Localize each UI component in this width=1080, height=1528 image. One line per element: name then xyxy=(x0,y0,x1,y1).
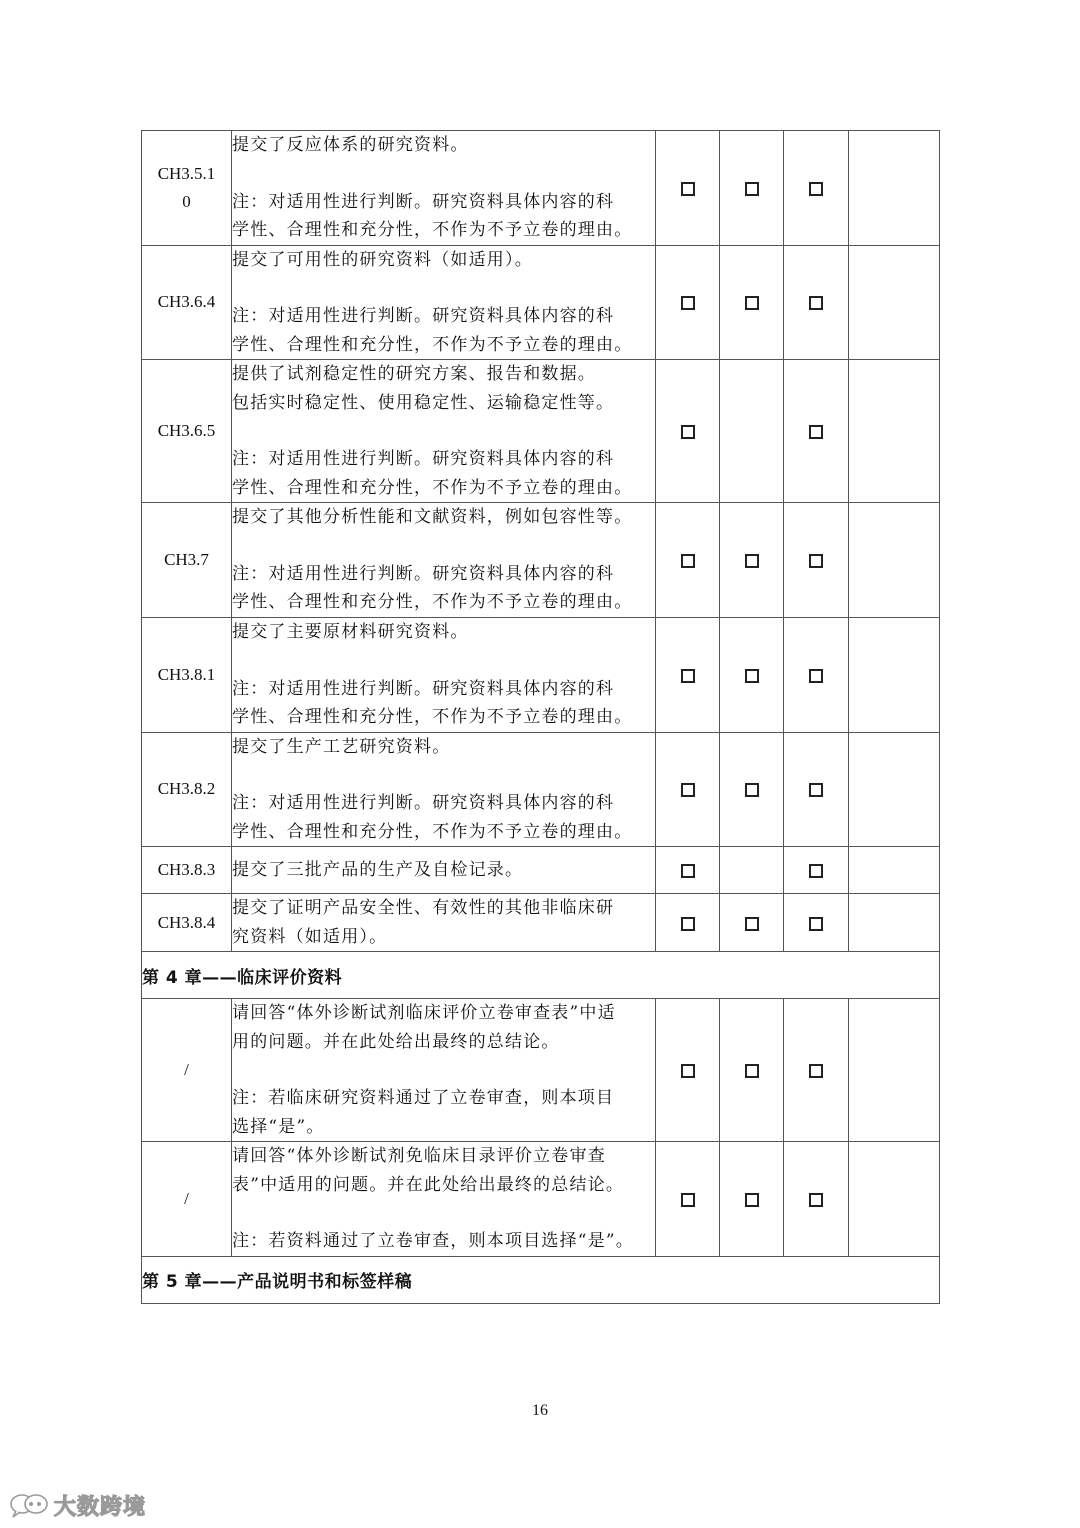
checkbox-icon[interactable] xyxy=(809,1064,823,1078)
checklist-row xyxy=(142,894,940,952)
checkbox-cell[interactable] xyxy=(720,503,784,618)
page-number: 16 xyxy=(532,1402,548,1419)
item-description xyxy=(232,732,656,847)
note-line: 注：对适用性进行判断。研究资料具体内容的科 xyxy=(232,191,615,212)
note-line: 学性、合理性和充分性，不作为不予立卷的理由。 xyxy=(232,477,633,498)
checkbox-icon[interactable] xyxy=(681,669,695,683)
item-description xyxy=(232,618,656,733)
checkbox-icon[interactable] xyxy=(745,917,759,931)
item-description xyxy=(232,1142,656,1257)
item-note xyxy=(232,302,655,359)
note-line: 注：若临床研究资料通过了立卷审查，则本项目 xyxy=(232,1088,615,1108)
description-line: 提交了生产工艺研究资料。 xyxy=(232,736,451,757)
checkbox-icon[interactable] xyxy=(745,1064,759,1078)
item-code: CH3.8.3 xyxy=(142,847,232,894)
chapter-title: 第 5 章——产品说明书和标签样稿 xyxy=(142,1256,940,1303)
checkbox-icon[interactable] xyxy=(809,864,823,878)
description-line: 提交了主要原材料研究资料。 xyxy=(232,622,469,642)
checkbox-icon[interactable] xyxy=(809,296,823,310)
checkbox-icon[interactable] xyxy=(745,554,759,568)
item-description xyxy=(232,503,656,618)
note-line: 学性、合理性和充分性，不作为不予立卷的理由。 xyxy=(232,334,633,355)
checkbox-cell[interactable] xyxy=(656,360,720,503)
checkbox-icon[interactable] xyxy=(745,182,759,196)
checkbox-cell[interactable] xyxy=(656,131,720,246)
checkbox-icon[interactable] xyxy=(681,783,695,797)
item-code: / xyxy=(142,1142,232,1257)
checklist-row xyxy=(142,245,940,360)
checkbox-cell[interactable] xyxy=(720,732,784,847)
checkbox-icon[interactable] xyxy=(745,669,759,683)
checkbox-cell[interactable] xyxy=(784,360,849,503)
item-note xyxy=(232,445,655,502)
remarks-cell[interactable] xyxy=(849,732,940,847)
checkbox-icon[interactable] xyxy=(681,1193,695,1207)
checkbox-cell[interactable] xyxy=(784,1142,849,1257)
checklist-row xyxy=(142,732,940,847)
note-line: 注：若资料通过了立卷审查，则本项目选择“是”。 xyxy=(232,1231,634,1251)
checkbox-cell[interactable] xyxy=(720,999,784,1142)
item-code: CH3.7 xyxy=(142,503,232,618)
description-line: 提交了反应体系的研究资料。 xyxy=(232,135,469,155)
checkbox-cell[interactable] xyxy=(784,618,849,733)
item-note xyxy=(232,675,655,732)
item-note xyxy=(232,789,655,846)
chapter-row xyxy=(142,952,940,999)
remarks-cell[interactable] xyxy=(849,894,940,952)
checkbox-cell[interactable] xyxy=(784,131,849,246)
checklist-row xyxy=(142,618,940,733)
checkbox-icon[interactable] xyxy=(809,425,823,439)
checkbox-icon[interactable] xyxy=(809,669,823,683)
description-line: 究资料（如适用）。 xyxy=(232,926,388,947)
review-checklist-table xyxy=(141,130,940,1304)
note-line: 学性、合理性和充分性，不作为不予立卷的理由。 xyxy=(232,592,633,613)
checkbox-icon[interactable] xyxy=(745,296,759,310)
checkbox-cell[interactable] xyxy=(720,245,784,360)
note-line: 选择“是”。 xyxy=(232,1116,325,1137)
checkbox-cell[interactable] xyxy=(656,894,720,952)
item-code: CH3.8.4 xyxy=(142,894,232,952)
description-line: 提供了试剂稳定性的研究方案、报告和数据。 xyxy=(232,364,596,384)
checkbox-icon[interactable] xyxy=(809,917,823,931)
remarks-cell[interactable] xyxy=(849,360,940,503)
chapter-row xyxy=(142,1256,940,1303)
checkbox-icon[interactable] xyxy=(681,554,695,568)
remarks-cell[interactable] xyxy=(849,503,940,618)
item-description xyxy=(232,999,656,1142)
checkbox-icon[interactable] xyxy=(681,182,695,196)
description-line: 请回答“体外诊断试剂临床评价立卷审查表”中适 xyxy=(232,1003,616,1023)
chapter-title: 第 4 章——临床评价资料 xyxy=(142,952,940,999)
item-note xyxy=(232,188,655,245)
checkbox-icon[interactable] xyxy=(681,1064,695,1078)
checkbox-cell[interactable] xyxy=(656,245,720,360)
checkbox-icon[interactable] xyxy=(681,917,695,931)
remarks-cell[interactable] xyxy=(849,999,940,1142)
checkbox-icon[interactable] xyxy=(745,783,759,797)
remarks-cell[interactable] xyxy=(849,245,940,360)
checkbox-cell[interactable] xyxy=(784,999,849,1142)
note-line: 注：对适用性进行判断。研究资料具体内容的科 xyxy=(232,678,615,699)
checklist-row xyxy=(142,360,940,503)
chat-bubble-logo-icon xyxy=(8,1492,50,1518)
description-line: 提交了三批产品的生产及自检记录。 xyxy=(232,859,524,880)
checkbox-cell[interactable] xyxy=(720,894,784,952)
checklist-row xyxy=(142,847,940,894)
item-description xyxy=(232,847,656,894)
checkbox-icon[interactable] xyxy=(681,296,695,310)
checklist-row xyxy=(142,999,940,1142)
description-line: 表”中适用的问题。并在此处给出最终的总结论。 xyxy=(232,1174,625,1195)
item-description xyxy=(232,245,656,360)
remarks-cell[interactable] xyxy=(849,847,940,894)
checkbox-icon[interactable] xyxy=(681,425,695,439)
checkbox-icon[interactable] xyxy=(809,554,823,568)
checkbox-icon[interactable] xyxy=(809,182,823,196)
note-line: 注：对适用性进行判断。研究资料具体内容的科 xyxy=(232,449,615,469)
description-line: 用的问题。并在此处给出最终的总结论。 xyxy=(232,1031,560,1052)
checklist-body xyxy=(142,131,940,1304)
item-code: CH3.6.4 xyxy=(142,245,232,360)
item-code: CH3.6.5 xyxy=(142,360,232,503)
note-line: 注：对适用性进行判断。研究资料具体内容的科 xyxy=(232,793,615,813)
item-code: CH3.5.1 0 xyxy=(142,131,232,246)
remarks-cell[interactable] xyxy=(849,618,940,733)
note-line: 注：对适用性进行判断。研究资料具体内容的科 xyxy=(232,306,615,326)
note-line: 学性、合理性和充分性，不作为不予立卷的理由。 xyxy=(232,220,633,240)
checkbox-cell[interactable] xyxy=(656,503,720,618)
remarks-cell[interactable] xyxy=(849,1142,940,1257)
item-description xyxy=(232,360,656,503)
item-note xyxy=(232,1227,655,1256)
checkbox-icon[interactable] xyxy=(745,1193,759,1207)
item-code: CH3.8.2 xyxy=(142,732,232,847)
item-note xyxy=(232,1084,655,1141)
checkbox-cell[interactable] xyxy=(656,732,720,847)
description-line: 请回答“体外诊断试剂免临床目录评价立卷审查 xyxy=(232,1146,606,1166)
item-description xyxy=(232,894,656,952)
checkbox-cell xyxy=(720,360,784,503)
checkbox-cell[interactable] xyxy=(656,1142,720,1257)
checkbox-cell[interactable] xyxy=(784,847,849,894)
item-description xyxy=(232,131,656,246)
item-note xyxy=(232,560,655,617)
checkbox-cell[interactable] xyxy=(656,618,720,733)
checkbox-cell[interactable] xyxy=(720,1142,784,1257)
checkbox-cell[interactable] xyxy=(656,999,720,1142)
checkbox-icon[interactable] xyxy=(809,783,823,797)
note-line: 注：对适用性进行判断。研究资料具体内容的科 xyxy=(232,563,615,584)
watermark xyxy=(8,1490,146,1520)
checkbox-cell[interactable] xyxy=(656,847,720,894)
checklist-row xyxy=(142,503,940,618)
checkbox-cell[interactable] xyxy=(720,618,784,733)
note-line: 学性、合理性和充分性，不作为不予立卷的理由。 xyxy=(232,821,633,842)
checkbox-cell[interactable] xyxy=(784,245,849,360)
checkbox-cell[interactable] xyxy=(784,503,849,618)
checkbox-icon[interactable] xyxy=(809,1193,823,1207)
checkbox-cell[interactable] xyxy=(720,131,784,246)
item-code: CH3.8.1 xyxy=(142,618,232,733)
description-line: 提交了可用性的研究资料（如适用）。 xyxy=(232,249,533,270)
description-line: 提交了其他分析性能和文献资料，例如包容性等。 xyxy=(232,507,633,528)
remarks-cell[interactable] xyxy=(849,131,940,246)
checkbox-cell[interactable] xyxy=(784,894,849,952)
item-code: / xyxy=(142,999,232,1142)
description-line: 提交了证明产品安全性、有效性的其他非临床研 xyxy=(232,898,615,918)
watermark-text: 大数跨境 xyxy=(54,1494,147,1520)
checkbox-cell[interactable] xyxy=(784,732,849,847)
description-line: 包括实时稳定性、使用稳定性、运输稳定性等。 xyxy=(232,392,615,413)
checklist-row xyxy=(142,1142,940,1257)
checkbox-cell xyxy=(720,847,784,894)
checkbox-icon[interactable] xyxy=(681,864,695,878)
note-line: 学性、合理性和充分性，不作为不予立卷的理由。 xyxy=(232,707,633,727)
checklist-row xyxy=(142,131,940,246)
